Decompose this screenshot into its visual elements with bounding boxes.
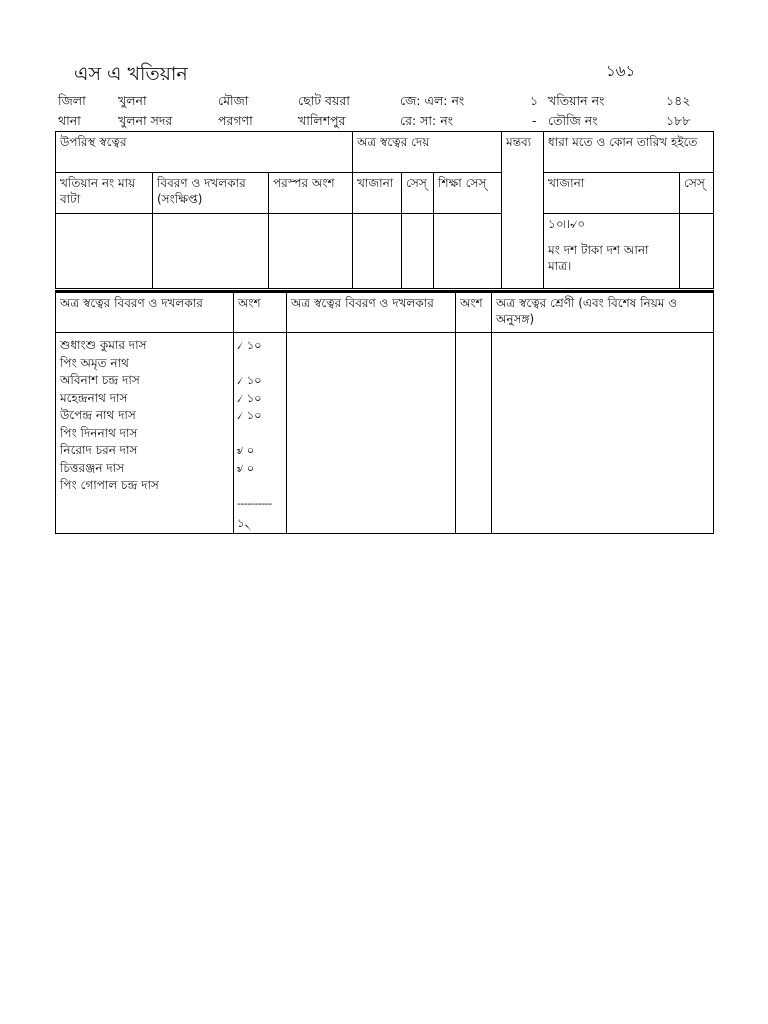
header-cess: সেস্	[402, 173, 434, 214]
mouza-value: ছোট বয়রা	[298, 93, 350, 108]
cell-cess	[402, 214, 434, 289]
owner-name: মহেন্দ্রনাথ দাস	[60, 390, 128, 405]
khatian-label: খতিয়ান নং	[548, 93, 605, 108]
share-total: ১৲	[237, 516, 252, 531]
header-description: বিবরণ ও দখলকার (সংক্ষিপ্ত)	[153, 173, 269, 214]
cell-rent-2	[544, 214, 680, 289]
jl-value: ১	[530, 93, 539, 108]
re-sa-label: রে: সা: নং	[400, 113, 454, 128]
khatian-value: ১৪২	[666, 93, 691, 108]
owner-name: পিং দিননাথ দাস	[60, 425, 138, 440]
thana-value: খুলনা সদর	[118, 113, 173, 128]
cell-khatian-bata	[56, 214, 153, 289]
rent-table	[55, 131, 714, 289]
jl-label: জে: এল: নং	[400, 93, 465, 108]
pargana-value: খালিশপুর	[298, 113, 346, 128]
mouza-label: মৌজা	[218, 93, 249, 108]
owner-name: পিং গোপাল চন্দ্র দাস	[60, 478, 159, 492]
share-list-cell-2	[456, 333, 492, 534]
touzi-label: তৌজি নং	[548, 113, 598, 128]
district-label: জিলা	[58, 93, 86, 108]
header-rent: খাজানা	[353, 173, 402, 214]
header-share: অংশ	[234, 292, 287, 333]
header-share-2: অংশ	[456, 292, 492, 333]
header-owner: অত্র স্বত্বের বিবরণ ও দখলকার	[56, 292, 234, 333]
owner-share	[237, 477, 286, 495]
owner-share: ৴ ১০	[237, 338, 262, 352]
owner-share: ৶ ০	[237, 443, 255, 457]
re-sa-value: -	[532, 113, 537, 128]
owner-share	[237, 425, 286, 443]
cell-rent	[353, 214, 402, 289]
share-divider: ----------	[237, 496, 272, 510]
owner-share: ৴ ১০	[237, 390, 262, 405]
rent-in-words: মং দশ টাকা দশ আনা মাত্র।	[548, 243, 649, 274]
cell-education-cess	[434, 214, 502, 289]
header-superior: উপরিস্থ স্বত্বের	[56, 132, 353, 173]
page-number: ১৬১	[606, 62, 636, 80]
owner-name: অবিনাশ চন্দ্র দাস	[60, 373, 140, 387]
cell-cess-2	[680, 214, 714, 289]
cell-mutual-share	[269, 214, 353, 289]
owner-share: ৴ ১০	[237, 373, 262, 387]
share-list-cell	[234, 333, 287, 534]
page-title: এস এ খতিয়ান	[74, 63, 188, 85]
owner-list-cell-2	[287, 333, 456, 534]
header-class: অত্র স্বত্বের শ্রেণী (এবং বিশেষ নিয়ম ও অনুসঙ্গ)	[492, 292, 714, 333]
header-payable: অত্র স্বত্বের দেয়	[353, 132, 502, 173]
header-cess-2: সেস্	[680, 173, 714, 214]
cell-description	[153, 214, 269, 289]
header-rent-2: খাজানা	[544, 173, 680, 214]
owner-share: ৴ ১০	[237, 408, 262, 422]
header-section-date: ধারা মতে ও কোন তারিখ হইতে	[544, 132, 714, 173]
owner-share	[237, 355, 286, 373]
owner-table	[55, 290, 714, 534]
touzi-value: ১৮৮	[666, 113, 691, 128]
owner-share: ৶ ০	[237, 460, 255, 475]
header-mutual-share: পরস্পর অংশ	[269, 173, 353, 214]
district-value: খুলনা	[118, 93, 147, 108]
header-remarks: মন্তব্য	[502, 132, 544, 289]
rent-amount: ১০৷।৵০	[548, 217, 586, 231]
class-cell	[492, 333, 714, 534]
thana-label: থানা	[58, 113, 81, 128]
owner-name: শুধাংশু কুমার দাস	[60, 338, 147, 352]
header-khatian-bata: খতিয়ান নং মায় বাটা	[56, 173, 153, 214]
header-education-cess: শিক্ষা সেস্	[434, 173, 502, 214]
owner-name: পিং অমৃত নাথ	[60, 355, 129, 370]
owner-name: উপেন্দ্র নাথ দাস	[60, 408, 136, 422]
header-owner-2: অত্র স্বত্বের বিবরণ ও দখলকার	[287, 292, 456, 333]
owner-list-cell	[56, 333, 234, 534]
owner-name: নিরোদ চরন দাস	[60, 443, 138, 457]
owner-name: চিত্তরঞ্জন দাস	[60, 460, 125, 475]
pargana-label: পরগণা	[218, 113, 253, 128]
